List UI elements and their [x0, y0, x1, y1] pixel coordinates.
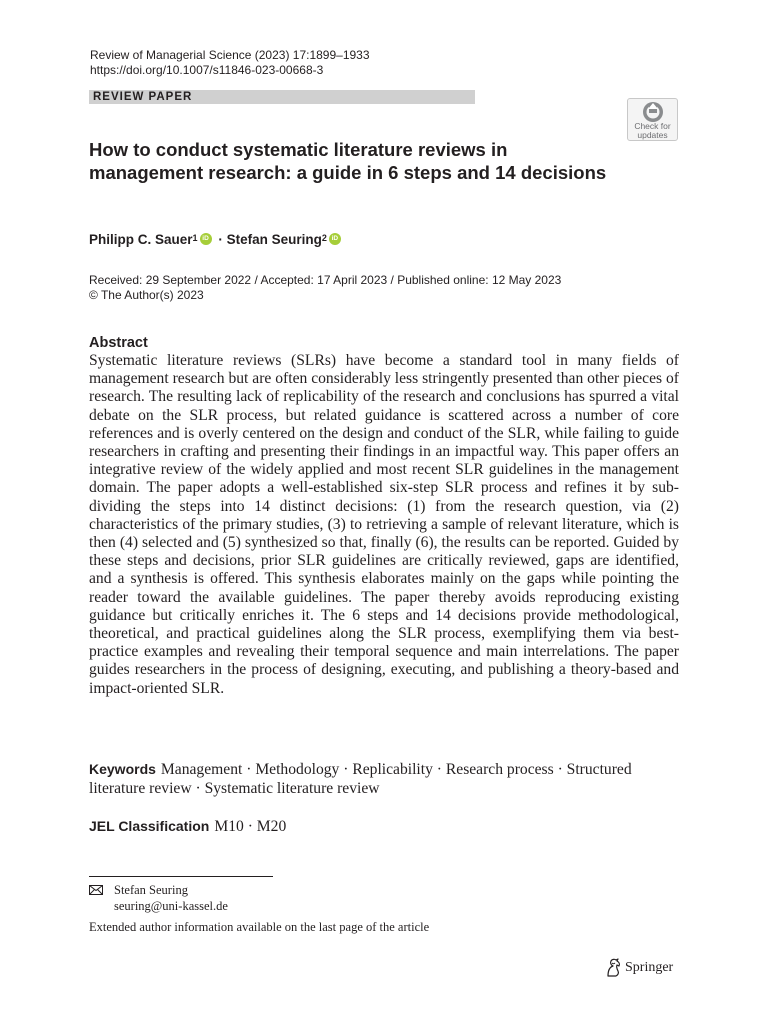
publication-history: Received: 29 September 2022 / Accepted: 17 April 2023 / Published online: 12 May 2023 — [89, 273, 562, 287]
doi-link[interactable]: https://doi.org/10.1007/s11846-023-00668-3 — [90, 63, 324, 77]
envelope-icon — [89, 885, 103, 895]
author-name[interactable]: Philipp C. Sauer — [89, 232, 193, 247]
author-list — [89, 230, 344, 250]
author-affiliation: 1 — [192, 233, 198, 243]
article-type-bar — [89, 90, 475, 104]
springer-horse-icon — [605, 958, 622, 977]
abstract-text: Systematic literature reviews (SLRs) have become a standard tool in many fields of management research but are often considerably less stringently presented than other pieces of research. The resulting lack of replicability of the research and conclusions has spurred a vital debate on the SLR process, but related guidance is scattered across a number of core references and is overly centered on the design and conduct of the SLR, while failing to guide researchers in crafting and presenting their findings in an impactful way. This paper offers an integrative review of the widely applied and most recent SLR guidelines in the management domain. The paper adopts a well-established six-step SLR process and refines it by sub-dividing the steps into 14 distinct decisions: (1) from the research question, via (2) characteristics of the primary studies, (3) to retrieving a sample of relevant literature, which is then (4) selected and (5) synthesized so that, finally (6), the results can be reported. Guided by these steps and decisions, prior SLR guidelines are critically reviewed, gaps are identified, and a synthesis is offered. This synthesis elaborates mainly on the gaps while pointing the reader toward the available guidelines. The paper thereby avoids reproducing existing guidance but critically enriches it. The 6 steps and 14 decisions provide methodological, theoretical, and practical guidelines along the SLR process, exemplifying them via best-practice examples and revealing their temporal sequence and main interrelations. The paper guides researchers in the process of designing, executing, and publishing a theory-based and impact-oriented SLR. — [89, 352, 679, 697]
publisher-name: Springer — [625, 960, 674, 975]
publication-dates — [89, 273, 561, 303]
journal-info — [90, 48, 370, 78]
journal-citation: Review of Managerial Science (2023) 17:1899–1933 — [90, 48, 370, 62]
check-for-updates-button[interactable] — [627, 98, 678, 141]
author-name[interactable]: Stefan Seuring — [226, 232, 322, 247]
orcid-icon[interactable]: iD — [329, 233, 341, 245]
keywords-section — [89, 760, 679, 798]
check-updates-label: Check for updates — [634, 121, 671, 140]
abstract-heading: Abstract — [89, 335, 148, 351]
corresponding-author-name: Stefan Seuring — [114, 883, 188, 897]
jel-classification — [89, 816, 286, 837]
author-affiliation: 2 — [321, 233, 327, 243]
orcid-icon[interactable]: iD — [200, 233, 212, 245]
keywords-text: Management · Methodology · Replicability · Research process · Structured literature review · Systematic literature review — [89, 761, 632, 797]
extended-author-info: Extended author information available on the last page of the article — [89, 920, 430, 934]
article-type-label: REVIEW PAPER — [93, 91, 193, 103]
copyright-notice: © The Author(s) 2023 — [89, 288, 204, 302]
corresponding-author-email[interactable]: seuring@uni-kassel.de — [114, 899, 228, 913]
jel-label: JEL Classification — [89, 818, 210, 834]
jel-codes: M10 · M20 — [214, 818, 287, 835]
author-separator: · — [218, 232, 223, 247]
footnote-divider — [89, 876, 273, 877]
check-updates-icon — [642, 101, 664, 123]
keywords-label: Keywords — [89, 761, 156, 777]
article-title: How to conduct systematic literature reviews in management research: a guide in 6 steps and 14 decisions — [89, 139, 607, 183]
